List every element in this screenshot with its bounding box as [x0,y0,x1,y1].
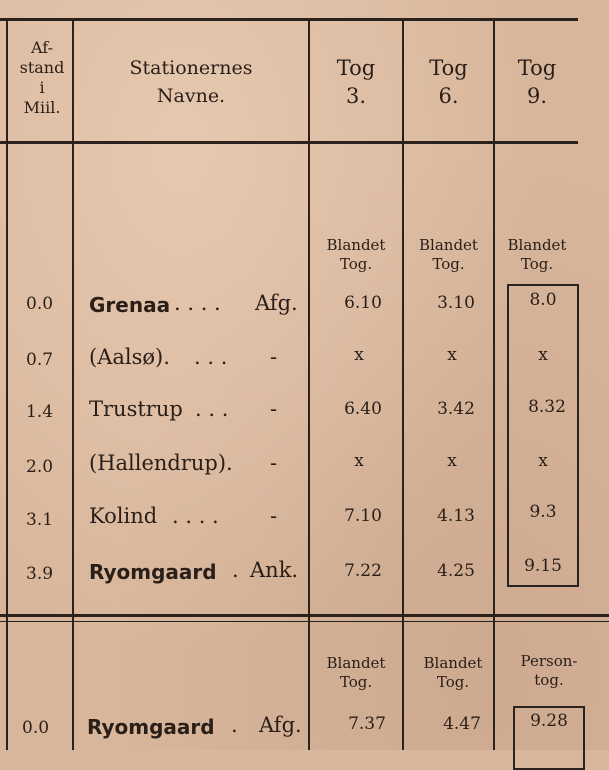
time-cell: 7.10 [344,506,382,526]
train-type-line: Tog. [520,255,554,273]
header-station-line: Stationernes [129,57,253,79]
distance-value: 2.0 [26,457,54,477]
time-cell: 4.25 [437,561,475,581]
section-rule-thin [0,621,609,622]
header-train-label: Tog [429,56,468,80]
header-train-3 [310,56,402,108]
train-type-line: Tog. [432,255,465,273]
station-suffix: - [270,345,278,369]
time-cell: x [538,345,548,365]
distance-value: 3.9 [26,564,54,584]
station-name: (Aalsø). [89,345,170,369]
train-type-line: Tog. [339,255,373,273]
train-type [495,236,579,274]
header-distance-line: Af- [30,38,54,57]
distance-value: 3.1 [26,510,54,530]
train-type [404,654,502,692]
header-train-6 [404,56,493,108]
station-name: Ryomgaard [89,560,217,584]
train-type-line: Blandet [423,654,483,672]
column-rule [72,20,74,750]
station-dots: . . . [195,397,229,421]
section-rule [0,614,609,617]
distance-value: 0.7 [26,350,54,370]
train-type [310,654,402,692]
header-distance-line: Miil. [23,98,61,117]
station-suffix: - [270,504,278,528]
column-rule [402,20,404,750]
train-type-line: Tog. [436,673,470,691]
header-distance-line: i [39,78,45,97]
station-name: (Hallendrup). [89,451,233,475]
header-train-number: 9. [526,84,548,108]
time-cell: 4.13 [437,506,475,526]
column-rule [493,20,495,750]
header-station [74,56,308,108]
top-rule [0,18,578,21]
header-train-number: 3. [345,84,367,108]
header-train-label: Tog [336,56,376,80]
column-rule [308,20,310,750]
station-name: Ryomgaard [87,715,215,739]
train-type-line: tog. [534,671,564,689]
time-cell: x [354,451,364,471]
time-cell: 4.47 [443,714,481,734]
station-dots: . [232,558,239,582]
distance-value: 1.4 [26,402,54,422]
train-type-line: Person- [520,652,578,670]
time-cell: x [447,451,457,471]
time-cell: x [354,345,364,365]
time-cell: 9.3 [529,502,557,522]
station-dots: . . . [194,345,228,369]
train-type [505,652,593,690]
column-rule [6,20,8,750]
train-type [404,236,493,274]
station-suffix: Afg. [255,291,298,315]
station-dots: . [231,713,238,737]
station-suffix: - [270,397,278,421]
time-cell: x [447,345,457,365]
time-cell: 8.0 [529,290,557,310]
train-type [310,236,402,274]
distance-value: 0.0 [22,718,50,738]
header-distance-line: stand [19,58,65,77]
header-rule [0,141,578,144]
header-distance [12,38,72,118]
time-cell: 7.22 [344,561,382,581]
time-cell: 9.28 [530,711,568,731]
header-train-label: Tog [517,56,557,80]
time-cell: 3.10 [437,293,475,313]
train-type-line: Blandet [326,236,386,254]
time-cell: 7.37 [348,714,386,734]
time-cell: 8.32 [528,397,566,417]
train-9-box [507,284,579,587]
station-name: Trustrup [89,397,183,421]
distance-value: 0.0 [26,294,54,314]
train-type-line: Tog. [339,673,373,691]
station-name: Kolind [89,504,158,528]
time-cell: x [538,451,548,471]
station-suffix: - [270,451,278,475]
header-train-number: 6. [438,84,459,108]
station-dots: . . . . [172,504,219,528]
time-cell: 9.15 [524,556,562,576]
train-type-line: Blandet [507,236,567,254]
time-cell: 6.10 [344,293,382,313]
header-train-9 [495,56,579,108]
station-suffix: Afg. [259,713,302,737]
station-name: Grenaa [89,293,171,317]
header-station-line: Navne. [156,85,226,107]
station-suffix: Ank. [250,558,299,582]
time-cell: 6.40 [344,399,382,419]
station-dots: . . . . [174,291,221,315]
train-type-line: Blandet [326,654,386,672]
train-type-line: Blandet [419,236,478,254]
time-cell: 3.42 [437,399,475,419]
